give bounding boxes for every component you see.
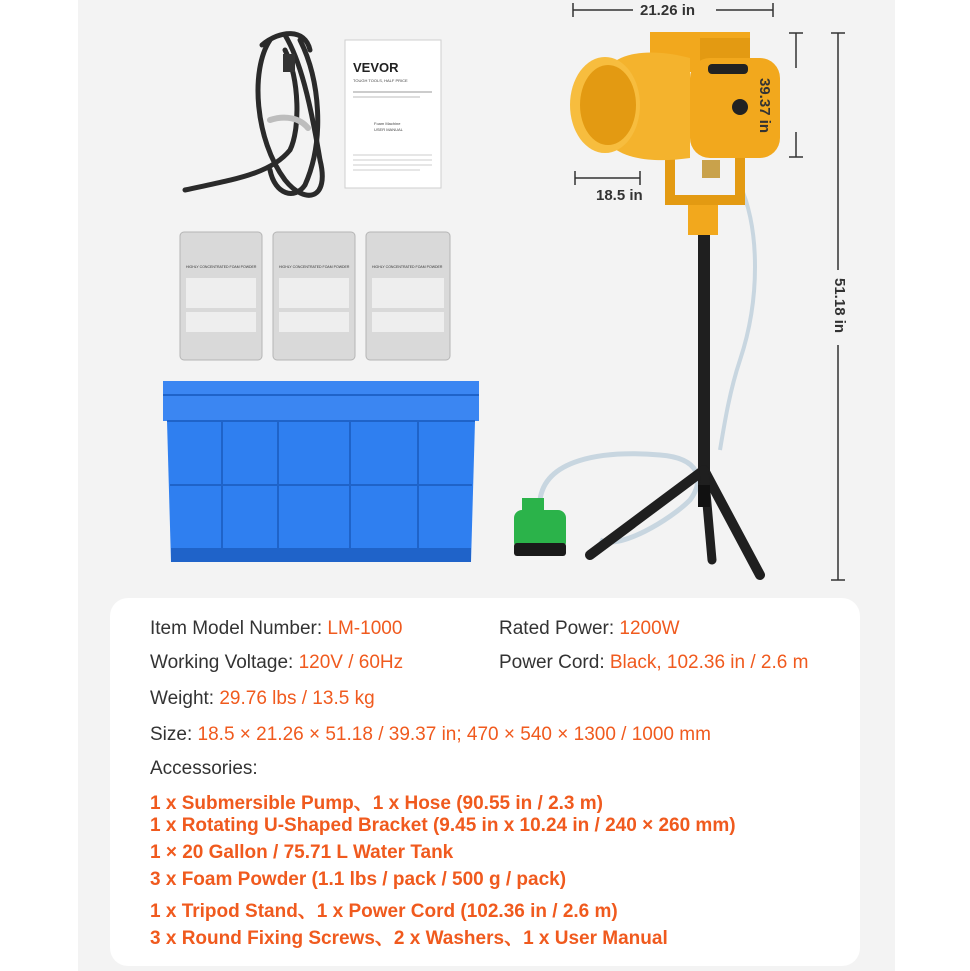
user-manual-image: [345, 40, 441, 188]
manual-brand: VEVOR: [353, 60, 399, 75]
accessory-item: 3 x Round Fixing Screws、2 x Washers、1 x User Manual: [150, 928, 668, 949]
spec-size: Size: 18.5 × 21.26 × 51.18 / 39.37 in; 470 × 540 × 1300 / 1000 mm: [150, 724, 711, 745]
tripod-stand-image: [590, 230, 760, 575]
accessory-item: 1 × 20 Gallon / 75.71 L Water Tank: [150, 842, 454, 863]
foam-packet-label: HIGHLY CONCENTRATED FOAM POWDER: [279, 265, 350, 269]
submersible-pump-image: [514, 498, 566, 556]
accessories-heading: Accessories:: [150, 758, 258, 779]
foam-packet-2: [273, 232, 355, 360]
plug-icon: [283, 54, 295, 72]
foam-packet-3: [366, 232, 450, 360]
accessory-item: 1 x Rotating U-Shaped Bracket (9.45 in x 10.24 in / 240 × 260 mm): [150, 815, 736, 836]
spec-cord: Power Cord: Black, 102.36 in / 2.6 m: [499, 652, 809, 673]
manual-subtitle: USER MANUAL: [374, 127, 403, 132]
power-cord-image: [185, 34, 322, 196]
dimension-machine-height-label: 39.37 in: [756, 78, 773, 134]
dimension-width-label: 21.26 in: [640, 2, 696, 19]
spec-weight: Weight: 29.76 lbs / 13.5 kg: [150, 688, 375, 709]
spec-cord-value: Black, 102.36 in / 2.6 m: [609, 652, 809, 673]
dimension-depth-label: 18.5 in: [596, 187, 643, 204]
water-tank-image: [163, 381, 479, 562]
spec-model: Item Model Number: LM-1000: [150, 618, 403, 639]
spec-panel: [110, 598, 860, 966]
foam-packet-1: [180, 232, 262, 360]
foam-packet-label: HIGHLY CONCENTRATED FOAM POWDER: [372, 265, 443, 269]
foam-packet-label: HIGHLY CONCENTRATED FOAM POWDER: [186, 265, 257, 269]
spec-voltage: Working Voltage: 120V / 60Hz: [150, 652, 404, 673]
manual-tagline: TOUGH TOOLS, HALF PRICE: [353, 78, 408, 83]
spec-voltage-value: 120V / 60Hz: [298, 652, 404, 673]
spec-weight-value: 29.76 lbs / 13.5 kg: [219, 688, 375, 709]
spec-power: Rated Power: 1200W: [499, 618, 680, 639]
accessory-item: 1 x Tripod Stand、1 x Power Cord (102.36 in / 2.6 m): [150, 901, 618, 922]
accessory-item: 3 x Foam Powder (1.1 lbs / pack / 500 g / pack): [150, 869, 567, 890]
hose-image-upper: [720, 185, 755, 450]
dimension-total-height-label: 51.18 in: [831, 278, 848, 334]
spec-size-value: 18.5 × 21.26 × 51.18 / 39.37 in; 470 × 540 × 1300 / 1000 mm: [197, 724, 711, 745]
spec-model-value: LM-1000: [327, 618, 403, 639]
manual-title: Foam Machine: [374, 121, 401, 126]
spec-power-value: 1200W: [619, 618, 680, 639]
accessory-item: 1 x Submersible Pump、1 x Hose (90.55 in / 2.3 m): [150, 793, 604, 814]
